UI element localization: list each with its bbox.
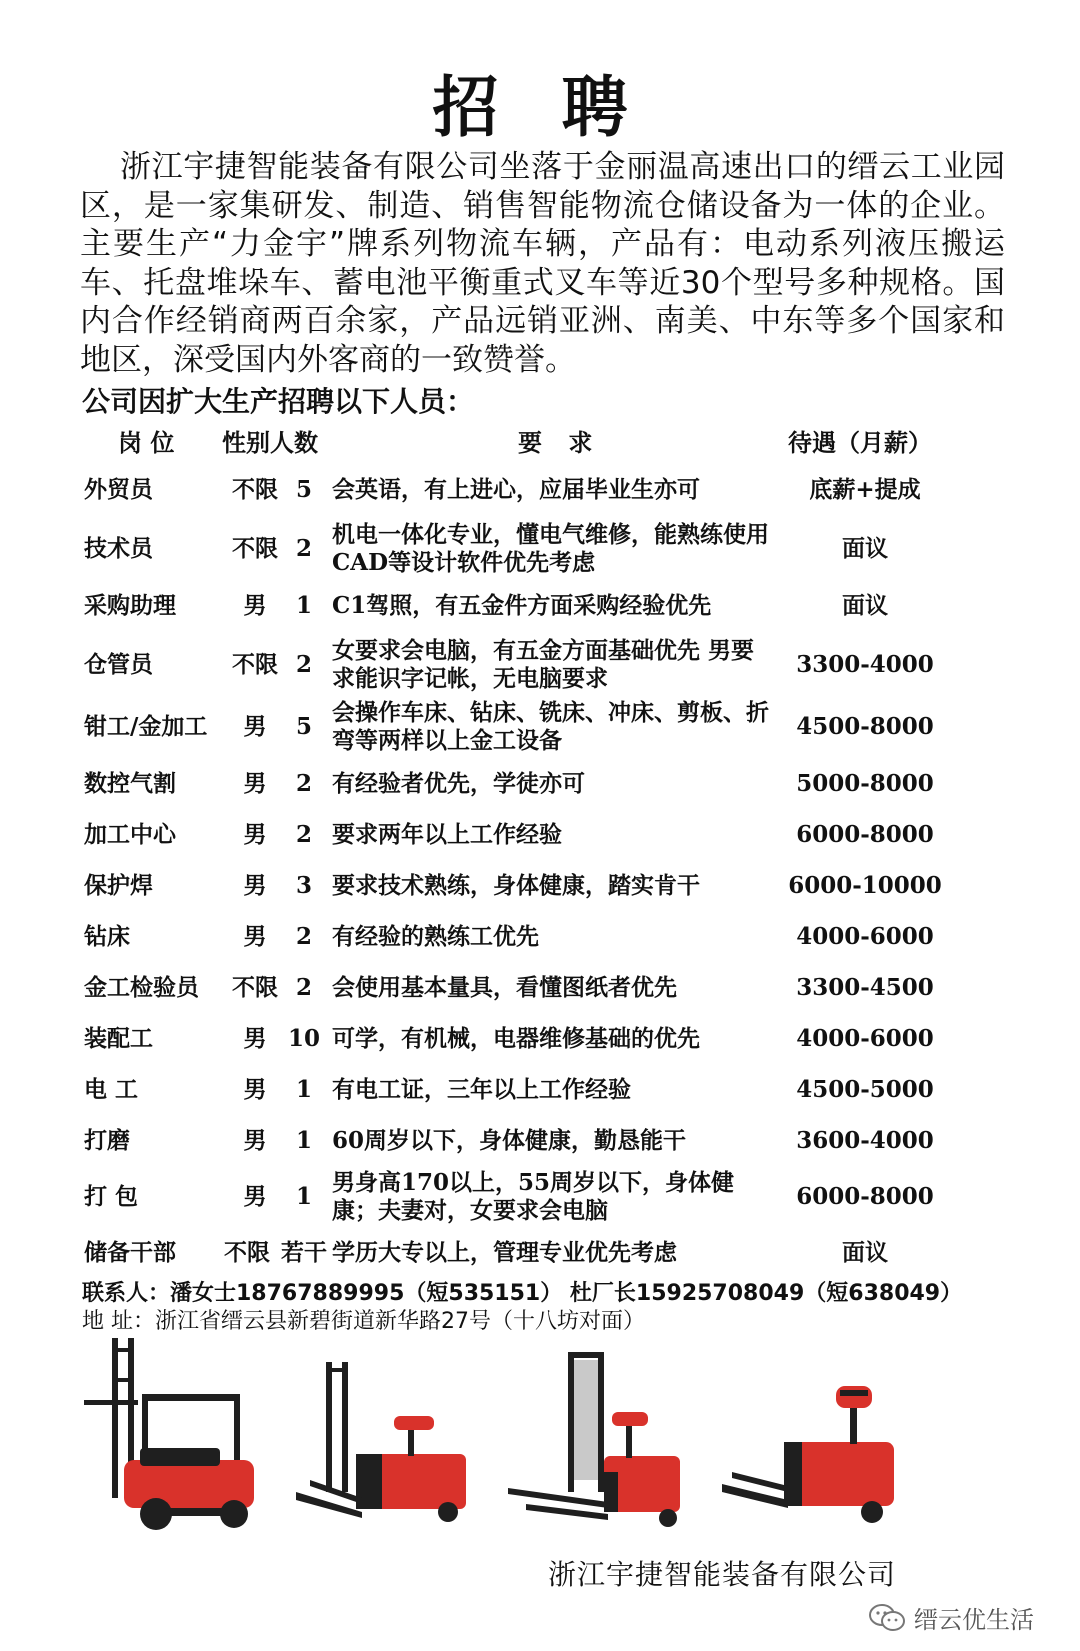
job-requirement: 有经验的熟练工优先 xyxy=(332,923,539,950)
job-count: 2 xyxy=(295,974,312,1001)
job-position: 采购助理 xyxy=(84,593,176,619)
job-count: 1 xyxy=(295,1127,312,1154)
job-position: 打 包 xyxy=(84,1184,139,1210)
pallet-truck-image xyxy=(722,1372,902,1532)
job-pay: 3300-4500 xyxy=(796,974,934,1001)
job-pay: 3300-4000 xyxy=(796,651,934,678)
job-position: 打磨 xyxy=(84,1128,130,1154)
job-requirement: 60周岁以下，身体健康，勤恳能干 xyxy=(332,1127,687,1154)
job-position: 加工中心 xyxy=(84,822,176,848)
job-requirement: 学历大专以上，管理专业优先考虑 xyxy=(332,1239,677,1266)
job-position: 钻床 xyxy=(84,924,130,950)
table-row xyxy=(0,518,1080,580)
job-requirement: 要求技术熟练，身体健康，踏实肯干 xyxy=(332,872,700,899)
job-position: 外贸员 xyxy=(84,477,153,503)
job-sex: 男 xyxy=(243,873,267,899)
job-sex: 男 xyxy=(243,822,267,848)
job-sex: 男 xyxy=(243,771,267,797)
table-row xyxy=(0,1068,1080,1112)
job-count: 2 xyxy=(295,651,312,678)
stacker-forklift-image xyxy=(296,1362,476,1532)
job-pay: 5000-8000 xyxy=(796,770,934,797)
header-position: 岗 位 xyxy=(118,429,175,457)
job-requirement: 会英语，有上进心，应届毕业生亦可 xyxy=(332,476,700,503)
job-count: 2 xyxy=(295,770,312,797)
table-row xyxy=(0,584,1080,628)
watermark-text: 缙云优生活 xyxy=(914,1606,1034,1634)
job-pay: 6000-8000 xyxy=(796,1183,934,1210)
counterbalance-forklift-image xyxy=(84,1338,264,1538)
job-count: 5 xyxy=(295,476,312,503)
job-position: 数控气割 xyxy=(84,771,176,797)
job-sex: 男 xyxy=(243,1077,267,1103)
job-count: 2 xyxy=(295,821,312,848)
job-pay: 4000-6000 xyxy=(796,923,934,950)
job-pay: 4000-6000 xyxy=(796,1025,934,1052)
job-count: 10 xyxy=(288,1025,321,1052)
job-sex: 不限 xyxy=(232,536,278,562)
job-sex: 男 xyxy=(243,1128,267,1154)
header-requirement: 要 求 xyxy=(518,429,593,457)
company-intro: 浙江宇捷智能装备有限公司坐落于金丽温高速出口的缙云工业园区，是一家集研发、制造、销售智能物流仓储设备为一体的企业。主要生产“力金宇”牌系列物流车辆，产品有：电动系列液压搬运车、托盘堆垛车、蓄电池平衡重式叉车等近30个型号多种规格。国内合作经销商两百余家，产品远销亚洲、南美、中东等多个国家和地区，深受国内外客商的一致赞誉。 xyxy=(80,149,1005,378)
wechat-icon xyxy=(868,1603,906,1633)
table-row xyxy=(0,762,1080,806)
job-requirement: 会操作车床、钻床、铣床、冲床、剪板、折弯等两样以上金工设备 xyxy=(332,699,769,754)
job-requirement: 要求两年以上工作经验 xyxy=(332,821,562,848)
job-position: 技术员 xyxy=(84,536,153,562)
job-requirement: 可学，有机械，电器维修基础的优先 xyxy=(332,1025,700,1052)
job-sex: 男 xyxy=(243,1184,267,1210)
job-position: 金工检验员 xyxy=(84,975,199,1001)
job-requirement: C1驾照，有五金件方面采购经验优先 xyxy=(332,592,712,619)
job-position: 保护焊 xyxy=(84,873,153,899)
job-sex: 不限 xyxy=(232,975,278,1001)
job-count: 1 xyxy=(295,1076,312,1103)
job-count: 5 xyxy=(295,713,312,740)
table-row xyxy=(0,966,1080,1010)
job-sex: 男 xyxy=(243,924,267,950)
table-row xyxy=(0,813,1080,857)
recruitment-subheading: 公司因扩大生产招聘以下人员： xyxy=(82,385,475,418)
job-sex: 男 xyxy=(243,714,267,740)
job-position: 储备干部 xyxy=(84,1240,176,1266)
job-requirement: 女要求会电脑，有五金方面基础优先 男要求能识字记帐，无电脑要求 xyxy=(332,637,755,692)
job-count: 若干 xyxy=(281,1240,327,1266)
table-row xyxy=(0,1166,1080,1228)
job-count: 1 xyxy=(295,1183,312,1210)
job-requirement: 有电工证，三年以上工作经验 xyxy=(332,1076,631,1103)
job-pay: 6000-8000 xyxy=(796,821,934,848)
job-requirement: 男身高170以上，55周岁以下，身体健康；夫妻对，女要求会电脑 xyxy=(332,1169,735,1224)
walkie-stacker-image xyxy=(508,1352,688,1532)
job-requirement: 有经验者优先，学徒亦可 xyxy=(332,770,585,797)
table-row xyxy=(0,915,1080,959)
job-pay: 3600-4000 xyxy=(796,1127,934,1154)
contact-info: 联系人：潘女士18767889995（短535151） 杜厂长15925708049（短638049） xyxy=(82,1281,963,1306)
table-row xyxy=(0,468,1080,512)
address-info: 地 址：浙江省缙云县新碧街道新华路27号（十八坊对面） xyxy=(82,1309,645,1334)
wechat-watermark xyxy=(868,1600,1034,1635)
job-requirement: 机电一体化专业，懂电气维修，能熟练使用CAD等设计软件优先考虑 xyxy=(332,521,769,576)
job-pay: 面议 xyxy=(842,1239,888,1266)
job-count: 2 xyxy=(295,923,312,950)
job-count: 2 xyxy=(295,535,312,562)
job-count: 1 xyxy=(295,592,312,619)
job-sex: 男 xyxy=(243,593,267,619)
table-row xyxy=(0,864,1080,908)
job-sex: 男 xyxy=(243,1026,267,1052)
job-count: 3 xyxy=(295,872,312,899)
job-pay: 面议 xyxy=(842,535,888,562)
job-requirement: 会使用基本量具，看懂图纸者优先 xyxy=(332,974,677,1001)
header-sex-count: 性别人数 xyxy=(222,429,318,457)
table-row xyxy=(0,634,1080,696)
job-pay: 4500-5000 xyxy=(796,1076,934,1103)
job-sex: 不限 xyxy=(224,1240,270,1266)
table-row xyxy=(0,1231,1080,1275)
job-position: 仓管员 xyxy=(84,652,153,678)
job-sex: 不限 xyxy=(232,652,278,678)
company-name: 浙江宇捷智能装备有限公司 xyxy=(548,1558,897,1591)
header-pay: 待遇（月薪） xyxy=(788,429,932,457)
job-pay: 6000-10000 xyxy=(788,872,942,899)
table-row xyxy=(0,1119,1080,1163)
job-pay: 4500-8000 xyxy=(796,713,934,740)
job-position: 装配工 xyxy=(84,1026,153,1052)
job-position: 钳工/金加工 xyxy=(84,714,208,740)
job-position: 电 工 xyxy=(84,1077,139,1103)
table-row xyxy=(0,1017,1080,1061)
job-pay: 面议 xyxy=(842,592,888,619)
page-title: 招 聘 xyxy=(432,69,648,146)
job-pay: 底薪+提成 xyxy=(809,476,921,503)
table-row xyxy=(0,696,1080,758)
job-sex: 不限 xyxy=(232,477,278,503)
